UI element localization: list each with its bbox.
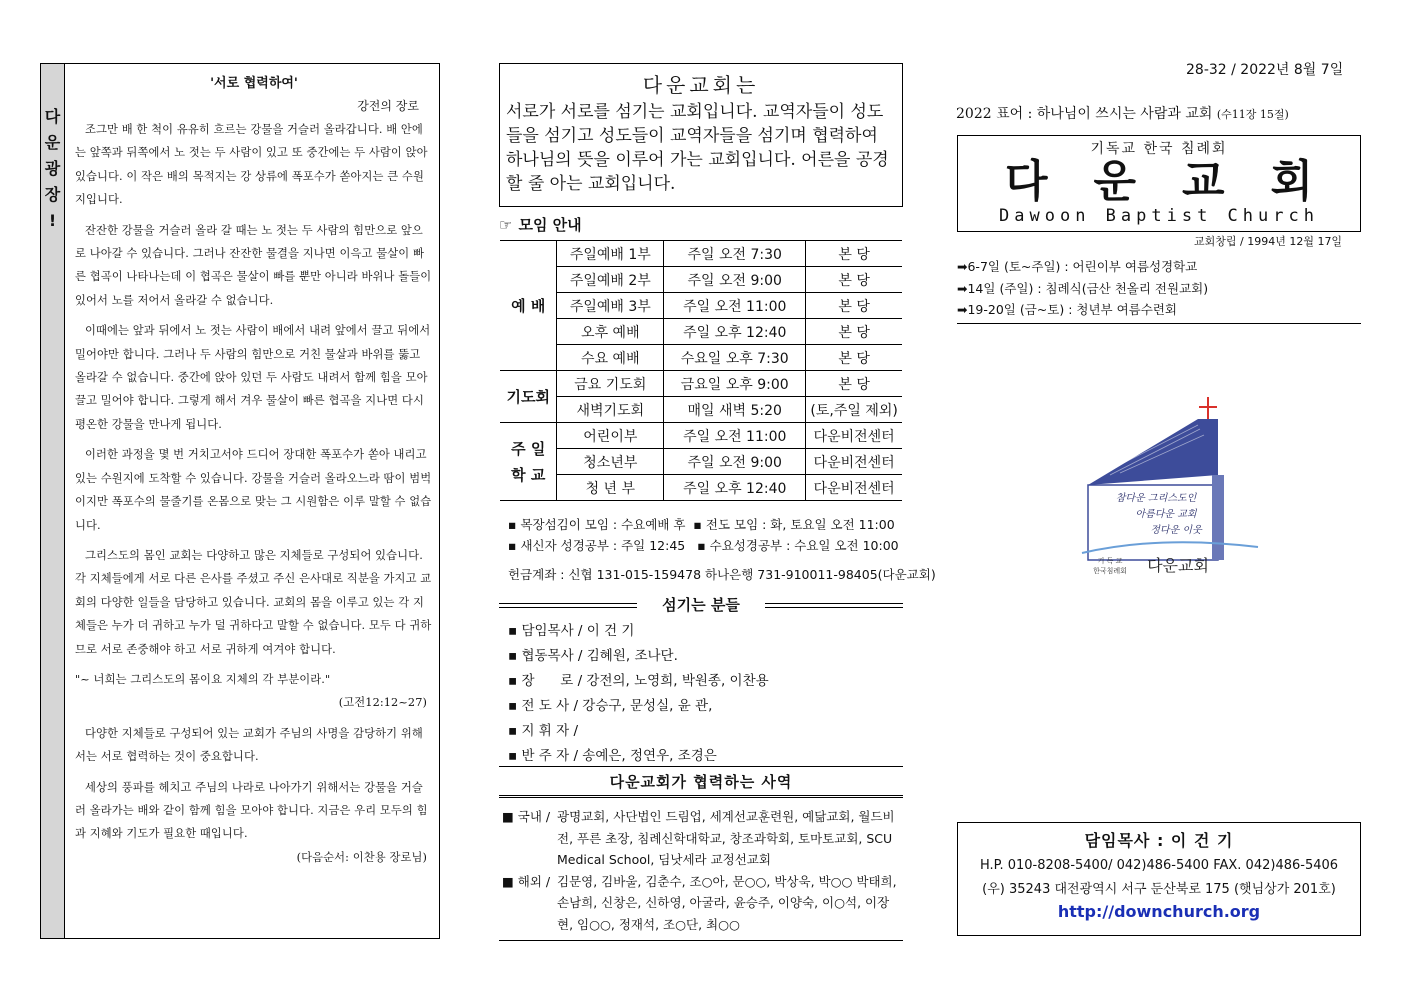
article-quote: "~ 너희는 그리스도의 몸이요 지체의 각 부분이라." xyxy=(75,672,331,686)
arrow-icon: ➡ xyxy=(957,302,968,317)
bullet-icon: ▪ xyxy=(508,748,522,764)
list-item xyxy=(957,256,1361,278)
meeting-name: 청 년 부 xyxy=(557,475,664,501)
church-title-box xyxy=(957,135,1361,232)
servant-text: 지 휘 자 / xyxy=(521,723,578,739)
side-char: 장 xyxy=(44,185,61,204)
side-char: ! xyxy=(48,211,57,230)
article-paragraph: 이러한 과정을 몇 번 거치고서야 드디어 장대한 폭포수가 쏟아 내리고 있는 수원지에 도착할 수 있습니다. 강물을 거슬러 올라오느라 땀이 범벅이지만 폭포수의 물줄기를 온몸으로 맞는 그 시원함은 이루 말할 수 없습니다. xyxy=(75,448,432,532)
table-row xyxy=(500,345,902,371)
article-paragraph: 조그만 배 한 척이 유유히 흐르는 강물을 거슬러 올라갑니다. 배 안에는 앞쪽과 뒤쪽에서 노 젓는 두 사람이 있고 또 중간에는 두 사람이 앉아 있습니다. 이 작은 배의 목적지는 강 상류에 폭포수가 쏟아지는 큰 수원지입니다. xyxy=(75,123,428,207)
bullet-icon: ■ xyxy=(502,873,518,889)
meeting-place: 본 당 xyxy=(806,319,902,345)
meeting-time: 주일 오전 11:00 xyxy=(664,293,806,319)
bullet-icon: ■ xyxy=(502,809,518,824)
bullet-icon: ▪ xyxy=(508,648,522,664)
bullet-icon: ▪ xyxy=(693,517,706,532)
building-side xyxy=(1212,475,1224,560)
coop-text: 광명교회, 사단법인 드림업, 세계선교훈련원, 예닮교회, 월드비전, 푸른 초장, 침례신학대학교, 창조과학회, 토마토교회, SCU Medical School, 딤낫세라 교정선교회 xyxy=(557,809,895,867)
meeting-name: 금요 기도회 xyxy=(557,371,664,397)
arrow-icon: ➡ xyxy=(957,259,968,274)
bulletin-date: 28-32 / 2022년 8월 7일 xyxy=(1186,62,1344,78)
bullet-icon: ▪ xyxy=(508,623,522,639)
list-item xyxy=(957,299,1361,321)
article-body xyxy=(64,64,439,938)
meeting-name: 수요 예배 xyxy=(557,345,664,371)
church-address: (우) 35243 대전광역시 서구 둔산북로 175 (햇님상가 201호) xyxy=(982,882,1336,897)
cooperation-list xyxy=(502,806,902,935)
logo-line: 아름다운 교회 xyxy=(1135,509,1197,520)
event-text: 19-20일 (금~토) : 청년부 여름수련회 xyxy=(967,302,1177,317)
meeting-place: 본 당 xyxy=(806,371,902,397)
list-item xyxy=(502,871,902,936)
church-website-link[interactable]: http://downchurch.org xyxy=(1057,902,1261,921)
church-name: 다운교회 xyxy=(1004,156,1359,207)
meeting-place: 본 당 xyxy=(806,345,902,371)
category-worship: 예 배 xyxy=(500,241,557,371)
note-text: 목장섬김이 모임 : 수요예배 후 xyxy=(520,517,686,532)
meeting-place: 본 당 xyxy=(806,267,902,293)
servant-text: 담임목사 / 이 건 기 xyxy=(521,623,635,639)
meeting-name: 오후 예배 xyxy=(557,319,664,345)
table-row xyxy=(500,241,902,267)
logo-line: 참다운 그리스도인 xyxy=(1115,493,1197,504)
note-text: 전도 모임 : 화, 토요일 오전 11:00 xyxy=(705,517,895,532)
meeting-place: 다운비전센터 xyxy=(806,449,902,475)
list-item xyxy=(508,644,769,669)
intro-box xyxy=(499,63,903,207)
article-paragraph: 이때에는 앞과 뒤에서 노 젓는 사람이 배에서 내려 앞에서 끌고 뒤에서 밀어야만 합니다. 그러나 두 사람의 힘만으로 거친 물살과 바위를 뚫고 올라갈 수 없습니다. 중간에 앉아 있던 두 사람도 내려서 함께 힘을 모아 끌고 밀어야 합니다. 그렇게 해서 겨우 물살이 빠른 협곡을 지나면 다시 평온한 강물을 만나게 됩니다. xyxy=(75,324,431,431)
article-paragraph: 다양한 지체들로 구성되어 있는 교회가 주님의 사명을 감당하기 위해서는 서로 협력하는 것이 중요합니다. xyxy=(75,726,423,764)
bullet-icon: ▪ xyxy=(508,538,521,553)
founded-date: 교회창립 / 1994년 12월 17일 xyxy=(1194,235,1343,248)
pastor-phone: H.P. 010-8208-5400/ 042)486-5400 FAX. 042)486-5406 xyxy=(979,858,1339,873)
event-text: 6-7일 (토~주일) : 어린이부 여름성경학교 xyxy=(967,259,1198,274)
meeting-name: 새벽기도회 xyxy=(557,397,664,423)
category-sunday-school: 주 일 학 교 xyxy=(500,423,557,501)
table-row xyxy=(500,423,902,449)
meetings-heading xyxy=(499,214,582,235)
meeting-time: 주일 오전 9:00 xyxy=(664,267,806,293)
divider xyxy=(499,940,903,941)
logo-line: 정다운 이웃 xyxy=(1150,525,1202,536)
list-item xyxy=(508,719,769,744)
cooperation-heading: 다운교회가 협력하는 사역 xyxy=(499,766,903,798)
note-text: 새신자 성경공부 : 주일 12:45 xyxy=(520,538,686,553)
list-item xyxy=(502,806,902,871)
article-title: '서로 협력하여' xyxy=(210,76,298,91)
article-paragraph: 세상의 풍파를 헤치고 주님의 나라로 나아가기 위해서는 강물을 거슬러 올라가는 배와 같이 함께 힘을 모아야 합니다. 지금은 우리 모두의 힘과 지혜와 기도가 필요한 때입니다. xyxy=(75,780,428,841)
heading-rule xyxy=(499,603,637,608)
table-row xyxy=(500,371,902,397)
arrow-icon: ➡ xyxy=(957,280,968,296)
list-item xyxy=(508,694,769,719)
schedule-table xyxy=(500,240,902,501)
meeting-place: 본 당 xyxy=(806,241,902,267)
meeting-time: 매일 새벽 5:20 xyxy=(664,397,806,423)
bullet-icon: ▪ xyxy=(697,538,710,553)
logo-name: 다운교회 xyxy=(1147,556,1209,575)
meeting-time: 주일 오전 11:00 xyxy=(664,423,806,449)
table-row xyxy=(500,319,902,345)
denomination: 기독교 한국 침례회 xyxy=(1090,141,1228,157)
meeting-name: 주일예배 2부 xyxy=(557,267,664,293)
table-row xyxy=(500,449,902,475)
offering-account: 헌금계좌 : 신협 131-015-159478 하나은행 731-910011-98405(다운교회) xyxy=(508,567,936,582)
servant-text: 장 로 / 강전의, 노영희, 박원종, 이찬용 xyxy=(521,673,769,689)
coop-text: 김문영, 김바울, 김춘수, 조○아, 문○○, 박상욱, 박○○ 박태희, 손남희, 신창은, 신하영, 아굴라, 윤승주, 이양숙, 이○석, 이장현, 임○○, 정재석, 조○단, 최○○ xyxy=(557,873,897,932)
table-row xyxy=(500,293,902,319)
meeting-time: 주일 오후 12:40 xyxy=(664,475,806,501)
article-quote-ref: (고전12:12~27) xyxy=(338,696,427,710)
pastor-title: 담임목사 : 이 건 기 xyxy=(1084,831,1234,850)
article-paragraph: 잔잔한 강물을 거슬러 올라 갈 때는 노 젓는 두 사람의 힘만으로 앞으로 나아갈 수 있습니다. 그러나 잔잔한 물결을 지나면 이윽고 물살이 빠른 협곡이 나타나는데 이 협곡은 물살이 빠를 뿐만 아니라 바위나 돌들이 있어서 노를 저어서 올라갈 수 없습니다. xyxy=(75,223,432,307)
pastor-contact-box xyxy=(957,822,1361,936)
list-item xyxy=(957,278,1361,300)
year-motto xyxy=(956,103,1289,123)
church-name-english: Dawoon Baptist Church xyxy=(999,206,1319,226)
pointing-hand-icon: ☞ xyxy=(499,216,513,234)
table-row xyxy=(500,397,902,423)
meeting-notes xyxy=(508,514,899,556)
side-char: 운 xyxy=(44,133,61,152)
servants-heading-text: 섬기는 분들 xyxy=(662,596,740,614)
article-author: 강전의 장로 xyxy=(357,99,419,113)
meeting-place: 다운비전센터 xyxy=(806,423,902,449)
side-label xyxy=(41,64,64,938)
coop-label: 해외 / xyxy=(517,873,551,889)
note-text: 수요성경공부 : 수요일 오전 10:00 xyxy=(709,538,899,553)
church-logo xyxy=(1080,395,1260,585)
motto-text: 2022 표어 : 하나님이 쓰시는 사람과 교회 xyxy=(956,106,1213,122)
servant-text: 전 도 사 / 강승구, 문성실, 윤 관, xyxy=(521,698,713,714)
meeting-place: (토,주일 제외) xyxy=(806,397,902,423)
intro-text: 서로가 서로를 섬기는 교회입니다. 교역자들이 성도들을 섬기고 성도들이 교역자들을 섬기며 협력하여 하나님의 뜻을 이루어 가는 교회입니다. 어른을 공경할 줄 아는 교회입니다. xyxy=(506,102,889,194)
table-row xyxy=(500,475,902,501)
list-item xyxy=(508,619,769,644)
bullet-icon: ▪ xyxy=(508,723,522,739)
meeting-name: 청소년부 xyxy=(557,449,664,475)
event-text: 14일 (주일) : 침례식(금산 천올리 전원교회) xyxy=(967,280,1209,296)
next-writer: (다음순서: 이찬용 장로님) xyxy=(296,850,427,864)
motto-ref: (수11장 15절) xyxy=(1216,108,1289,121)
article-paragraph: 그리스도의 몸인 교회는 다양하고 많은 지체들로 구성되어 있습니다. 각 지체들에게 서로 다른 은사를 주셨고 주신 은사대로 직분을 가지고 교회의 다양한 일들을 담당하고 있습니다. 교회의 몸을 이루고 있는 각 지체들은 누가 더 귀하고 누가 덜 귀하다고 말할 수 없습니다. 모두 다 귀하므로 서로 존중해야 하고 서로 귀하게 여겨야 합니다. xyxy=(75,548,432,656)
bullet-icon: ▪ xyxy=(508,698,522,714)
meeting-time: 주일 오전 9:00 xyxy=(664,449,806,475)
meeting-time: 금요일 오후 9:00 xyxy=(664,371,806,397)
logo-small-text: 기 독 교 xyxy=(1097,557,1123,565)
servants-list xyxy=(508,619,769,769)
bullet-icon: ▪ xyxy=(508,517,521,532)
category-prayer: 기도회 xyxy=(500,371,557,423)
meeting-time: 주일 오후 12:40 xyxy=(664,319,806,345)
servant-text: 반 주 자 / 송예은, 정연우, 조경은 xyxy=(521,748,717,764)
list-item xyxy=(508,669,769,694)
table-row xyxy=(500,267,902,293)
heading-rule xyxy=(765,603,903,608)
meeting-name: 주일예배 1부 xyxy=(557,241,664,267)
meeting-place: 다운비전센터 xyxy=(806,475,902,501)
servants-heading xyxy=(499,594,903,615)
meeting-time: 수요일 오후 7:30 xyxy=(664,345,806,371)
coop-label: 국내 / xyxy=(517,809,551,824)
meeting-time: 주일 오전 7:30 xyxy=(664,241,806,267)
roof-shape xyxy=(1088,419,1218,485)
events-list xyxy=(957,256,1361,324)
column-article xyxy=(40,63,440,939)
meeting-place: 본 당 xyxy=(806,293,902,319)
logo-small-text: 한국침례회 xyxy=(1093,567,1127,575)
side-char: 광 xyxy=(44,159,61,178)
bullet-icon: ▪ xyxy=(508,673,522,689)
meeting-name: 주일예배 3부 xyxy=(557,293,664,319)
side-char: 다 xyxy=(44,107,61,126)
intro-title: 다운교회는 xyxy=(642,73,760,97)
meeting-name: 어린이부 xyxy=(557,423,664,449)
servant-text: 협동목사 / 김혜원, 조나단. xyxy=(521,648,678,664)
meetings-heading-text: 모임 안내 xyxy=(518,216,582,234)
